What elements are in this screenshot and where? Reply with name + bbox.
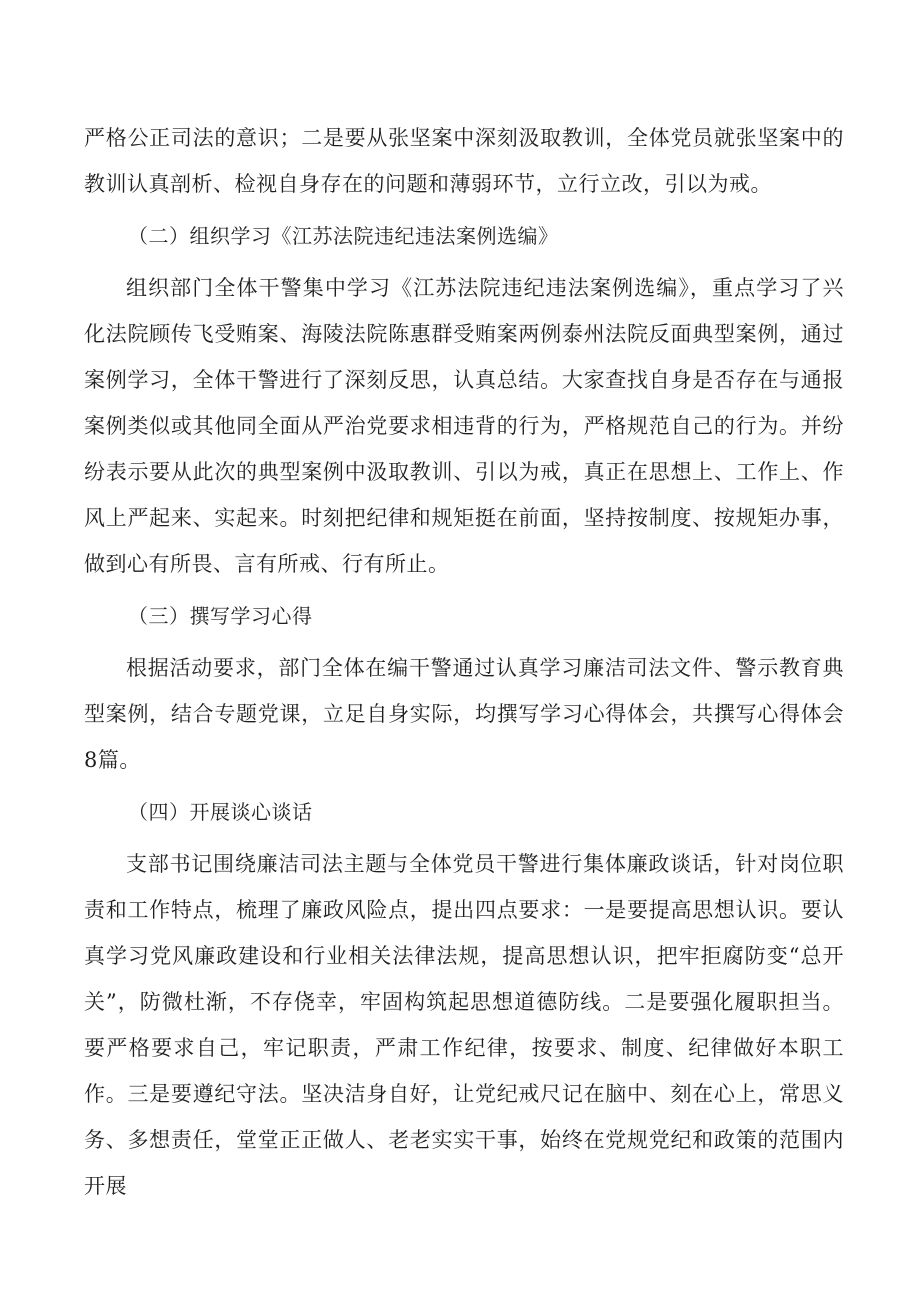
paragraph-talks: 支部书记围绕廉洁司法主题与全体党员干警进行集体廉政谈话，针对岗位职责和工作特点，梳理了廉政风险点，提出四点要求：一是要提高思想认识。要认真学习党风廉政建设和行业相关法律法规，提高思想认识，把牢拒腐防变“总开关”，防微杜渐，不存侥幸，牢固构筑起思想道德防线。二是要强化履职担当。要严格要求自己，牢记职责，严肃工作纪律，按要求、制度、纪律做好本职工作。三是要遵纪守法。坚决洁身自好，让党纪戒尺记在脑中、刻在心上，常思义务、多想责任，堂堂正正做人、老老实实干事，始终在党规党纪和政策的范围内开展 <box>84 852 844 1198</box>
section-heading-2: （二）组织学习《江苏法院违纪违法案例选编》 <box>128 224 559 248</box>
paragraph-continuation: 严格公正司法的意识；二是要从张坚案中深刻汲取教训，全体党员就张坚案中的教训认真剖析、检视自身存在的问题和薄弱环节，立行立改，引以为戒。 <box>84 126 844 196</box>
paragraph-study-cases: 组织部门全体干警集中学习《江苏法院违纪违法案例选编》，重点学习了兴化法院顾传飞受贿案、海陵法院陈惠群受贿案两例泰州法院反面典型案例，通过案例学习，全体干警进行了深刻反思，认真总结。大家查找自身是否存在与通报案例类似或其他同全面从严治党要求相违背的行为，严格规范自己的行为。并纷纷表示要从此次的典型案例中汲取教训、引以为戒，真正在思想上、工作上、作风上严起来、实起来。时刻把纪律和规矩挺在前面，坚持按制度、按规矩办事，做到心有所畏、言有所戒、行有所止。 <box>84 276 844 576</box>
section-heading-3: （三）撰写学习心得 <box>128 604 313 628</box>
document-body <box>84 115 844 1209</box>
paragraph-study-notes: 根据活动要求，部门全体在编干警通过认真学习廉洁司法文件、警示教育典型案例，结合专题党课，立足自身实际，均撰写学习心得体会，共撰写心得体会8篇。 <box>84 656 844 772</box>
section-heading-4: （四）开展谈心谈话 <box>128 800 313 824</box>
